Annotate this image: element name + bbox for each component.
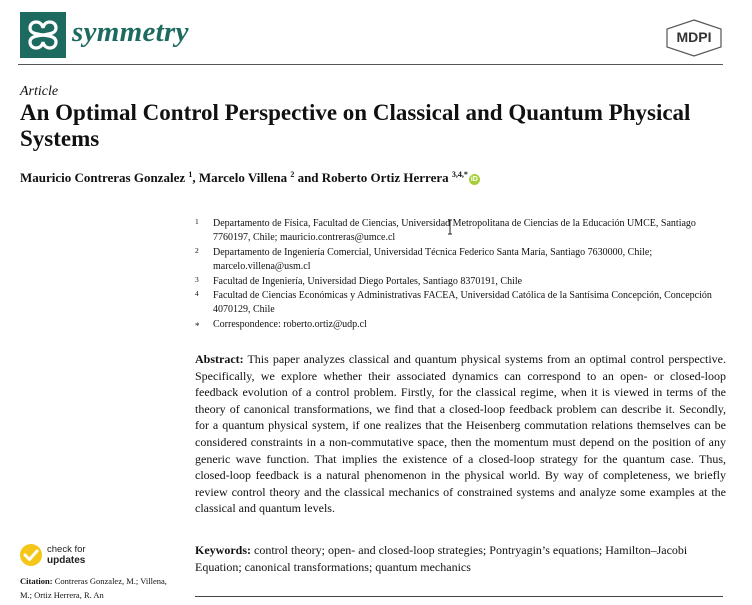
header-divider <box>18 64 723 65</box>
affiliation-number: 3 <box>195 275 199 284</box>
affiliation <box>195 246 730 274</box>
keywords <box>195 542 726 575</box>
abstract-label: Abstract: <box>195 352 244 366</box>
publisher-logo <box>664 19 724 57</box>
author-name[interactable]: Mauricio Contreras Gonzalez <box>20 170 186 185</box>
check-updates-line1: check for <box>47 544 86 555</box>
affiliation-number: 4 <box>195 289 199 298</box>
affiliation-text: Departamento de Física, Facultad de Ciencias, Universidad Metropolitana de Ciencias de la Educación UMCE, Santiago 7760197, Chile; mauricio.contreras@umce.cl <box>213 218 696 243</box>
author-name[interactable]: Roberto Ortiz Herrera <box>321 170 449 185</box>
footer-divider <box>195 596 723 597</box>
citation-label: Citation: <box>20 576 53 586</box>
author-name[interactable]: Marcelo Villena <box>198 170 288 185</box>
text-cursor-icon <box>449 219 451 235</box>
affiliation <box>195 275 730 289</box>
correspondence-text: Correspondence: roberto.ortiz@udp.cl <box>213 319 367 330</box>
journal-logo-icon <box>20 12 66 58</box>
affiliation-number: 2 <box>195 246 199 255</box>
keywords-label: Keywords: <box>195 543 251 557</box>
publisher-name: MDPI <box>676 29 712 45</box>
orcid-icon[interactable]: iD <box>470 176 478 183</box>
author-affiliation-ref: 2 <box>290 170 295 179</box>
article-title: An Optimal Control Perspective on Classical and Quantum Physical Systems <box>20 100 691 151</box>
citation <box>20 574 170 602</box>
affiliation-number: 1 <box>195 217 199 226</box>
affiliation-text: Facultad de Ciencias Económicas y Administrativas FACEA, Universidad Católica de la Santísima Concepción, Concepción 4070129, Chile <box>213 290 712 315</box>
author-affiliation-ref: 1 <box>188 170 193 179</box>
affiliation-text: Facultad de Ingeniería, Universidad Diego Portales, Santiago 8370191, Chile <box>213 276 523 287</box>
check-updates-line2: updates <box>47 555 86 566</box>
citation-text: Contreras Gonzalez, M.; Villena, M.; Ortiz Herrera, R. An <box>20 576 167 600</box>
journal-logo <box>20 12 66 58</box>
check-for-updates-button[interactable] <box>20 544 120 570</box>
author-separator: and <box>294 170 322 185</box>
author-affiliation-ref: 3,4,* <box>451 170 468 179</box>
abstract-text: This paper analyzes classical and quantum physical systems from an optimal control perspective. Specifically, we explore whether their associated dynamics can correspond to an open- or closed-loop feedback evolution of a control problem. Firstly, for the classical regime, when it is viewed in terms of the theory of canonical transformations, we find that a closed-loop feedback problem can describe it. Secondly, for a quantum physical system, if one realizes that the Heisenberg commutation relations themselves can be considered constraints in a non-commutative space, then the momentum must depend on the position of any generic wave function. That implies the existence of a closed-loop strategy for the quantum case. Thus, closed-loop feedback is a natural phenomenon in the physical world. By way of completeness, we briefly review control theory and the classical mechanics of constrained systems and analyze some examples at the classical and quantum levels. <box>195 352 726 516</box>
correspondence <box>195 318 730 332</box>
abstract <box>195 351 726 517</box>
author-separator: , <box>192 170 199 185</box>
affiliation <box>195 289 730 317</box>
article-type: Article <box>20 84 59 99</box>
check-updates-icon <box>20 544 42 566</box>
affiliation-text: Departamento de Ingeniería Comercial, Universidad Técnica Federico Santa María, Santiago 7630000, Chile; marcelo.villena@usm.cl <box>213 247 653 272</box>
keywords-text: control theory; open- and closed-loop strategies; Pontryagin’s equations; Hamilton–Jacobi Equation; canonical transformations; quantum mechanics <box>195 543 688 574</box>
affiliation <box>195 217 730 245</box>
journal-name: symmetry <box>72 16 189 48</box>
author-list <box>20 170 480 186</box>
correspondence-marker: * <box>195 321 200 331</box>
